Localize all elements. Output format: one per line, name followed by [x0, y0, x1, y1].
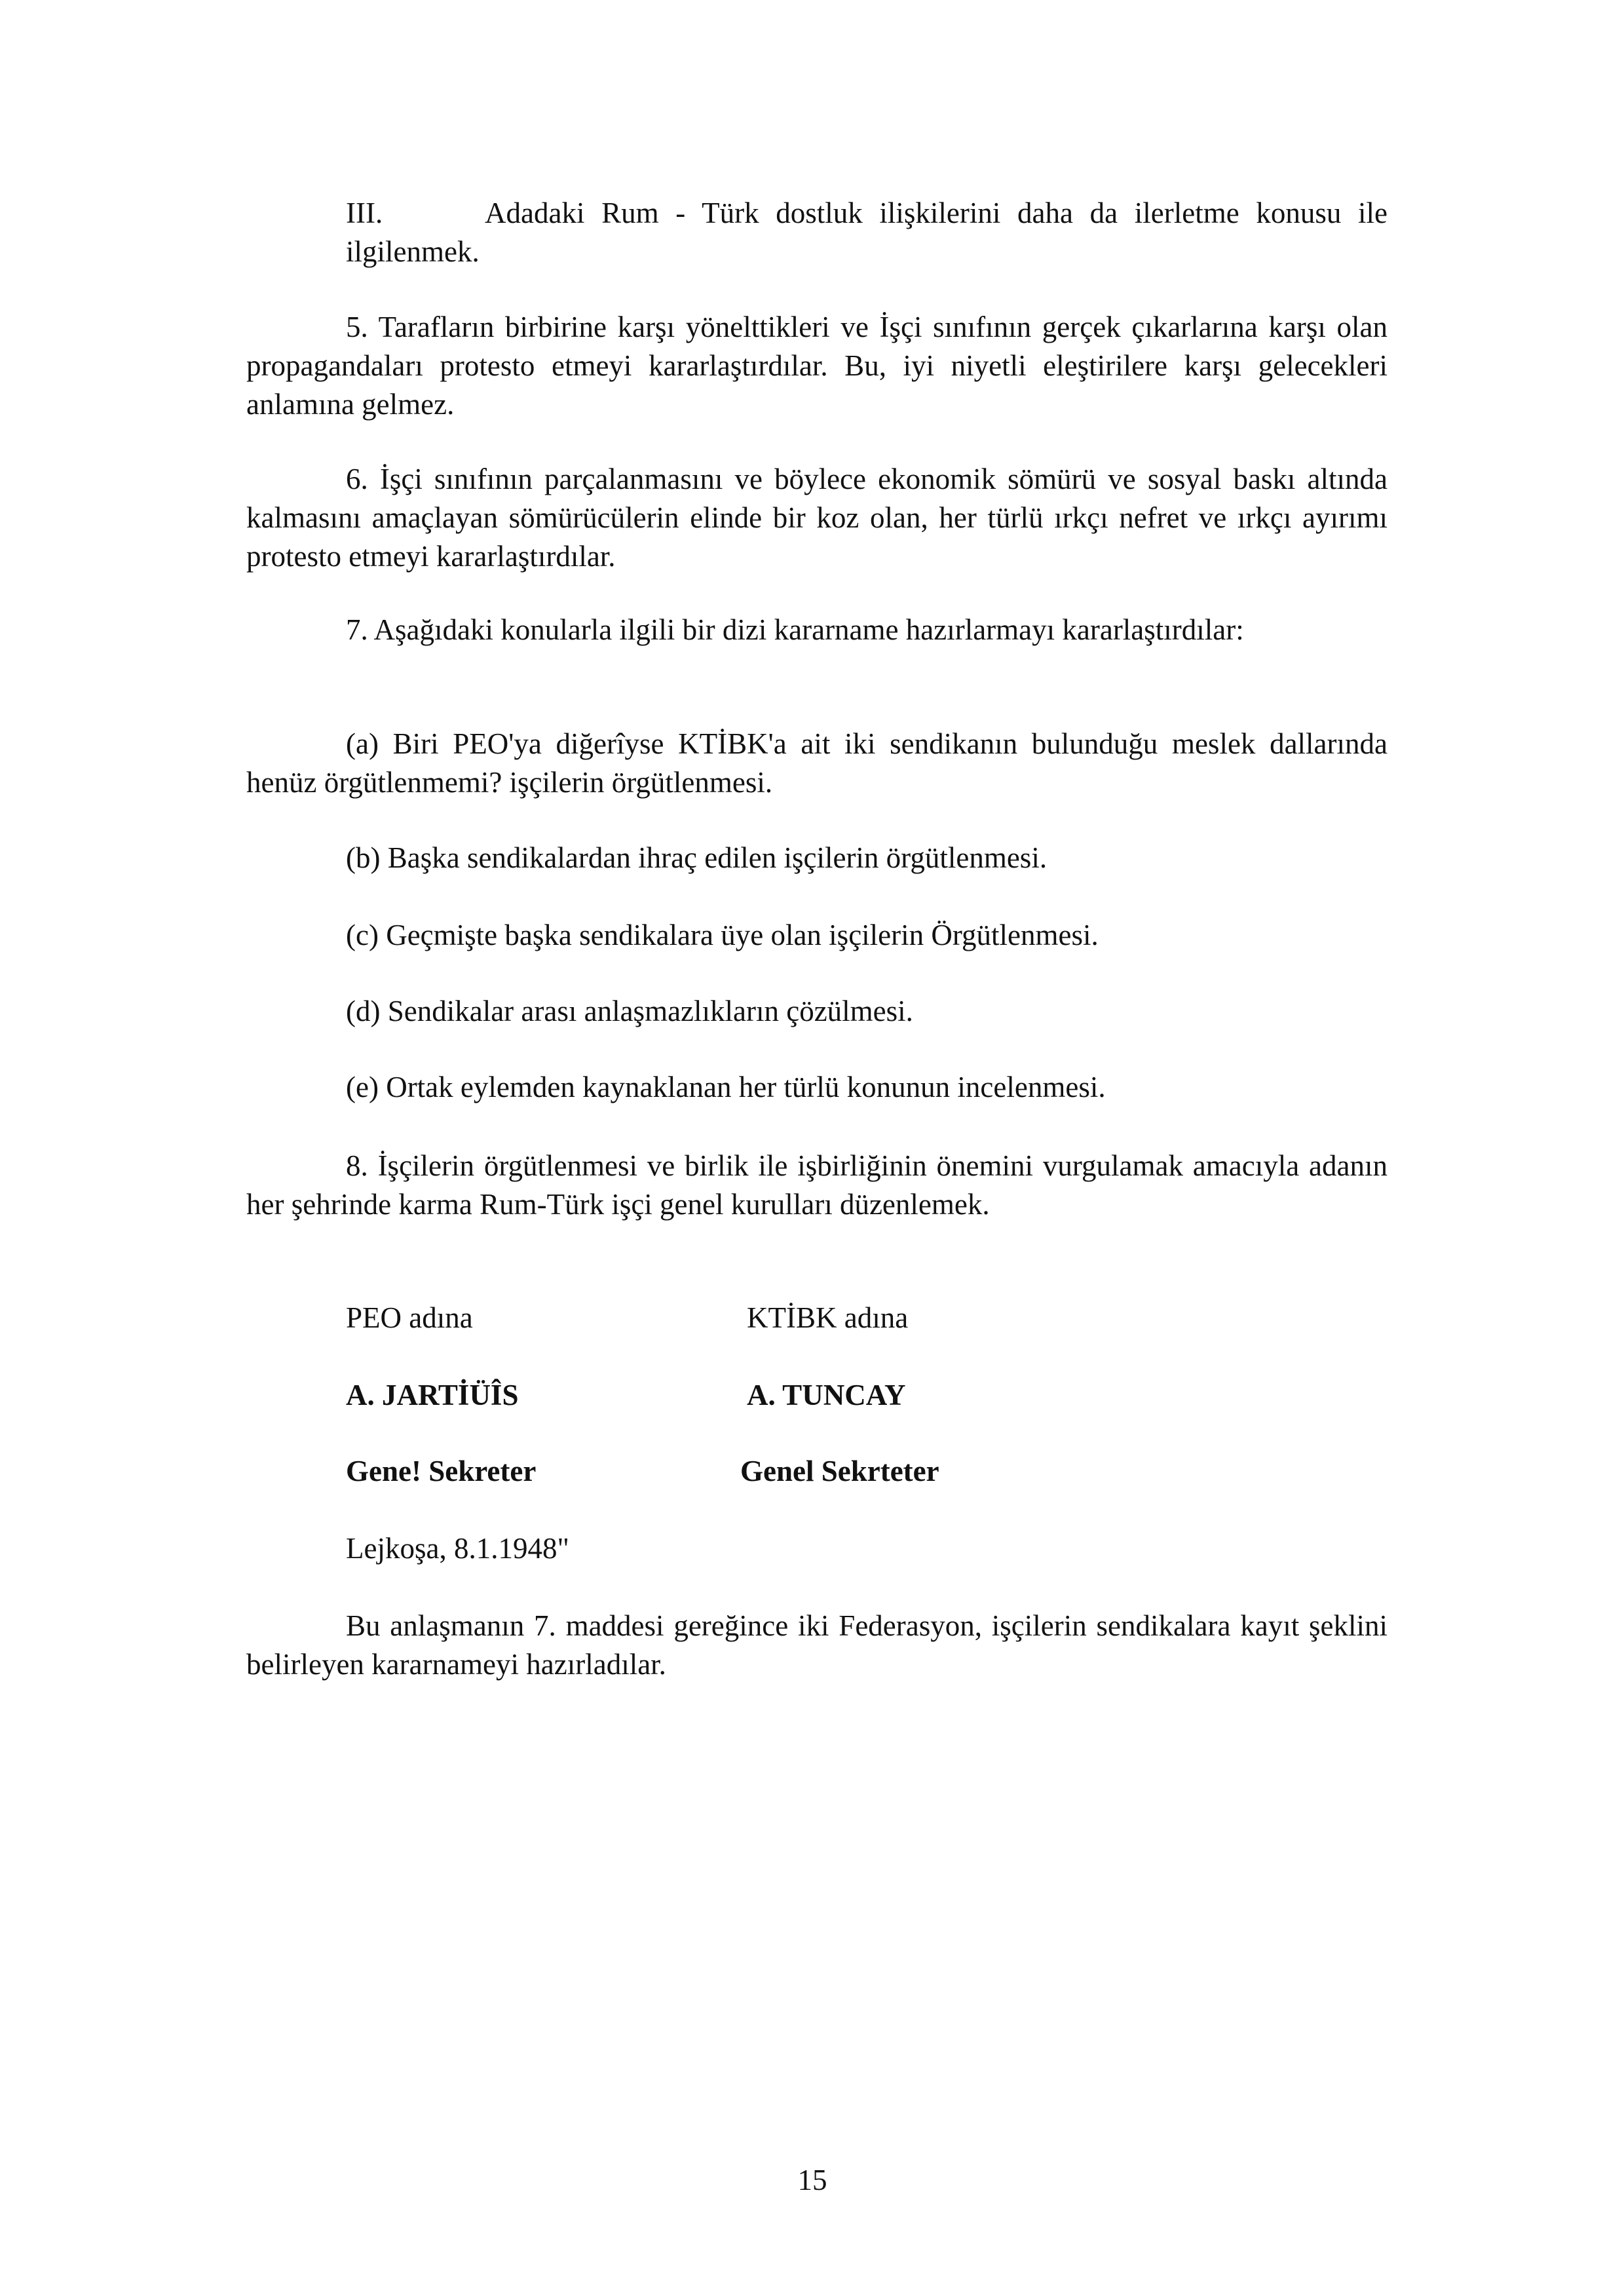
- item-6: 6. İşçi sınıfının parçalanmasını ve böylece ekonomik sömürü ve sosyal baskı altında kalmasını amaçlayan sömürücülerin elinde bir koz olan, her türlü ırkçı nefret ve ırkçı ayırımı protesto etmeyi kararlaştırdılar.: [246, 463, 1388, 573]
- item-8: 8. İşçilerin örgütlenmesi ve birlik ile işbirliğinin önemini vurgulamak amacıyla adanın her şehrinde karma Rum-Türk işçi genel kurulları düzenlemek.: [246, 1149, 1388, 1221]
- subitem-b: (b) Başka sendikalardan ihraç edilen işçilerin örgütlenmesi.: [346, 841, 1048, 874]
- subitem-d: (d) Sendikalar arası anlaşmazlıkların çözülmesi.: [346, 995, 913, 1027]
- item-7: 7. Aşağıdaki konularla ilgili bir dizi kararname hazırlarmayı kararlaştırdılar:: [346, 613, 1244, 646]
- left-org: PEO adına: [346, 1301, 473, 1334]
- right-org: KTİBK adına: [747, 1301, 909, 1334]
- right-signatory-title: Genel Sekrteter: [740, 1455, 939, 1487]
- subitem-a: (a) Biri PEO'ya diğerîyse KTİBK'a ait iki sendikanın bulunduğu meslek dallarında henüz örgütlenmemi? işçilerin örgütlenmesi.: [246, 727, 1388, 799]
- item-iii-label: III.: [346, 197, 383, 229]
- item-iii-text: Adadaki Rum - Türk dostluk ilişkilerini daha da ilerletme konusu ile ilgilenmek.: [346, 197, 1388, 268]
- page-number: 15: [797, 2164, 827, 2196]
- item-5: 5. Tarafların birbirine karşı yönelttikleri ve İşçi sınıfının gerçek çıkarlarına karşı olan propagandaları protesto etmeyi kararlaştırdılar. Bu, iyi niyetli eleştirilere karşı gelecekleri anlamına gelmez.: [246, 311, 1388, 421]
- place-date: Lejkoşa, 8.1.1948": [346, 1532, 569, 1565]
- left-signatory-title: Gene! Sekreter: [346, 1455, 537, 1487]
- item-iii: [346, 194, 1388, 271]
- closing-paragraph: Bu anlaşmanın 7. maddesi gereğince iki Federasyon, işçilerin sendikalara kayıt şeklini belirleyen kararnameyi hazırladılar.: [246, 1609, 1388, 1681]
- left-signatory-name: A. JARTİÜÎS: [346, 1379, 519, 1411]
- subitem-e: (e) Ortak eylemden kaynaklanan her türlü konunun incelenmesi.: [346, 1071, 1106, 1103]
- subitem-c: (c) Geçmişte başka sendikalara üye olan işçilerin Örgütlenmesi.: [346, 919, 1099, 951]
- right-signatory-name: A. TUNCAY: [747, 1379, 906, 1411]
